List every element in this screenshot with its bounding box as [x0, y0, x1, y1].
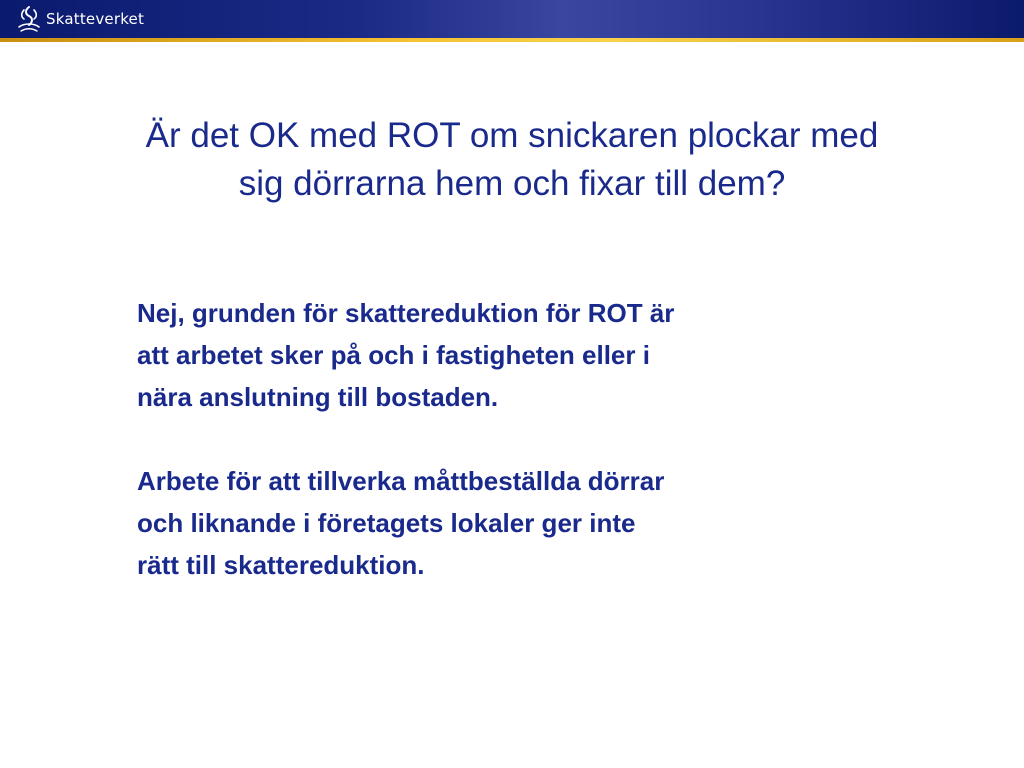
skatteverket-logo: [16, 4, 144, 34]
skatteverket-logo-icon: [16, 5, 42, 33]
clarification-line-1: Arbete för att tillverka måttbeställda dörrar: [137, 466, 665, 496]
header-bar: [0, 0, 1024, 38]
header-stripe: [0, 38, 1024, 42]
slide-body: [137, 292, 877, 586]
clarification-paragraph: [137, 460, 877, 586]
clarification-line-3: rätt till skattereduktion.: [137, 550, 425, 580]
clarification-line-2: och liknande i företagets lokaler ger inte: [137, 508, 636, 538]
answer-paragraph: [137, 292, 877, 418]
logo-text: Skatteverket: [46, 10, 145, 28]
answer-line-2: att arbetet sker på och i fastigheten eller i: [137, 340, 650, 370]
answer-line-1: Nej, grunden för skattereduktion för ROT är: [137, 298, 675, 328]
slide-title: [40, 112, 984, 208]
title-line-2: sig dörrarna hem och fixar till dem?: [238, 164, 786, 203]
title-line-1: Är det OK med ROT om snickaren plockar med: [145, 116, 879, 155]
answer-line-3: nära anslutning till bostaden.: [137, 382, 499, 412]
